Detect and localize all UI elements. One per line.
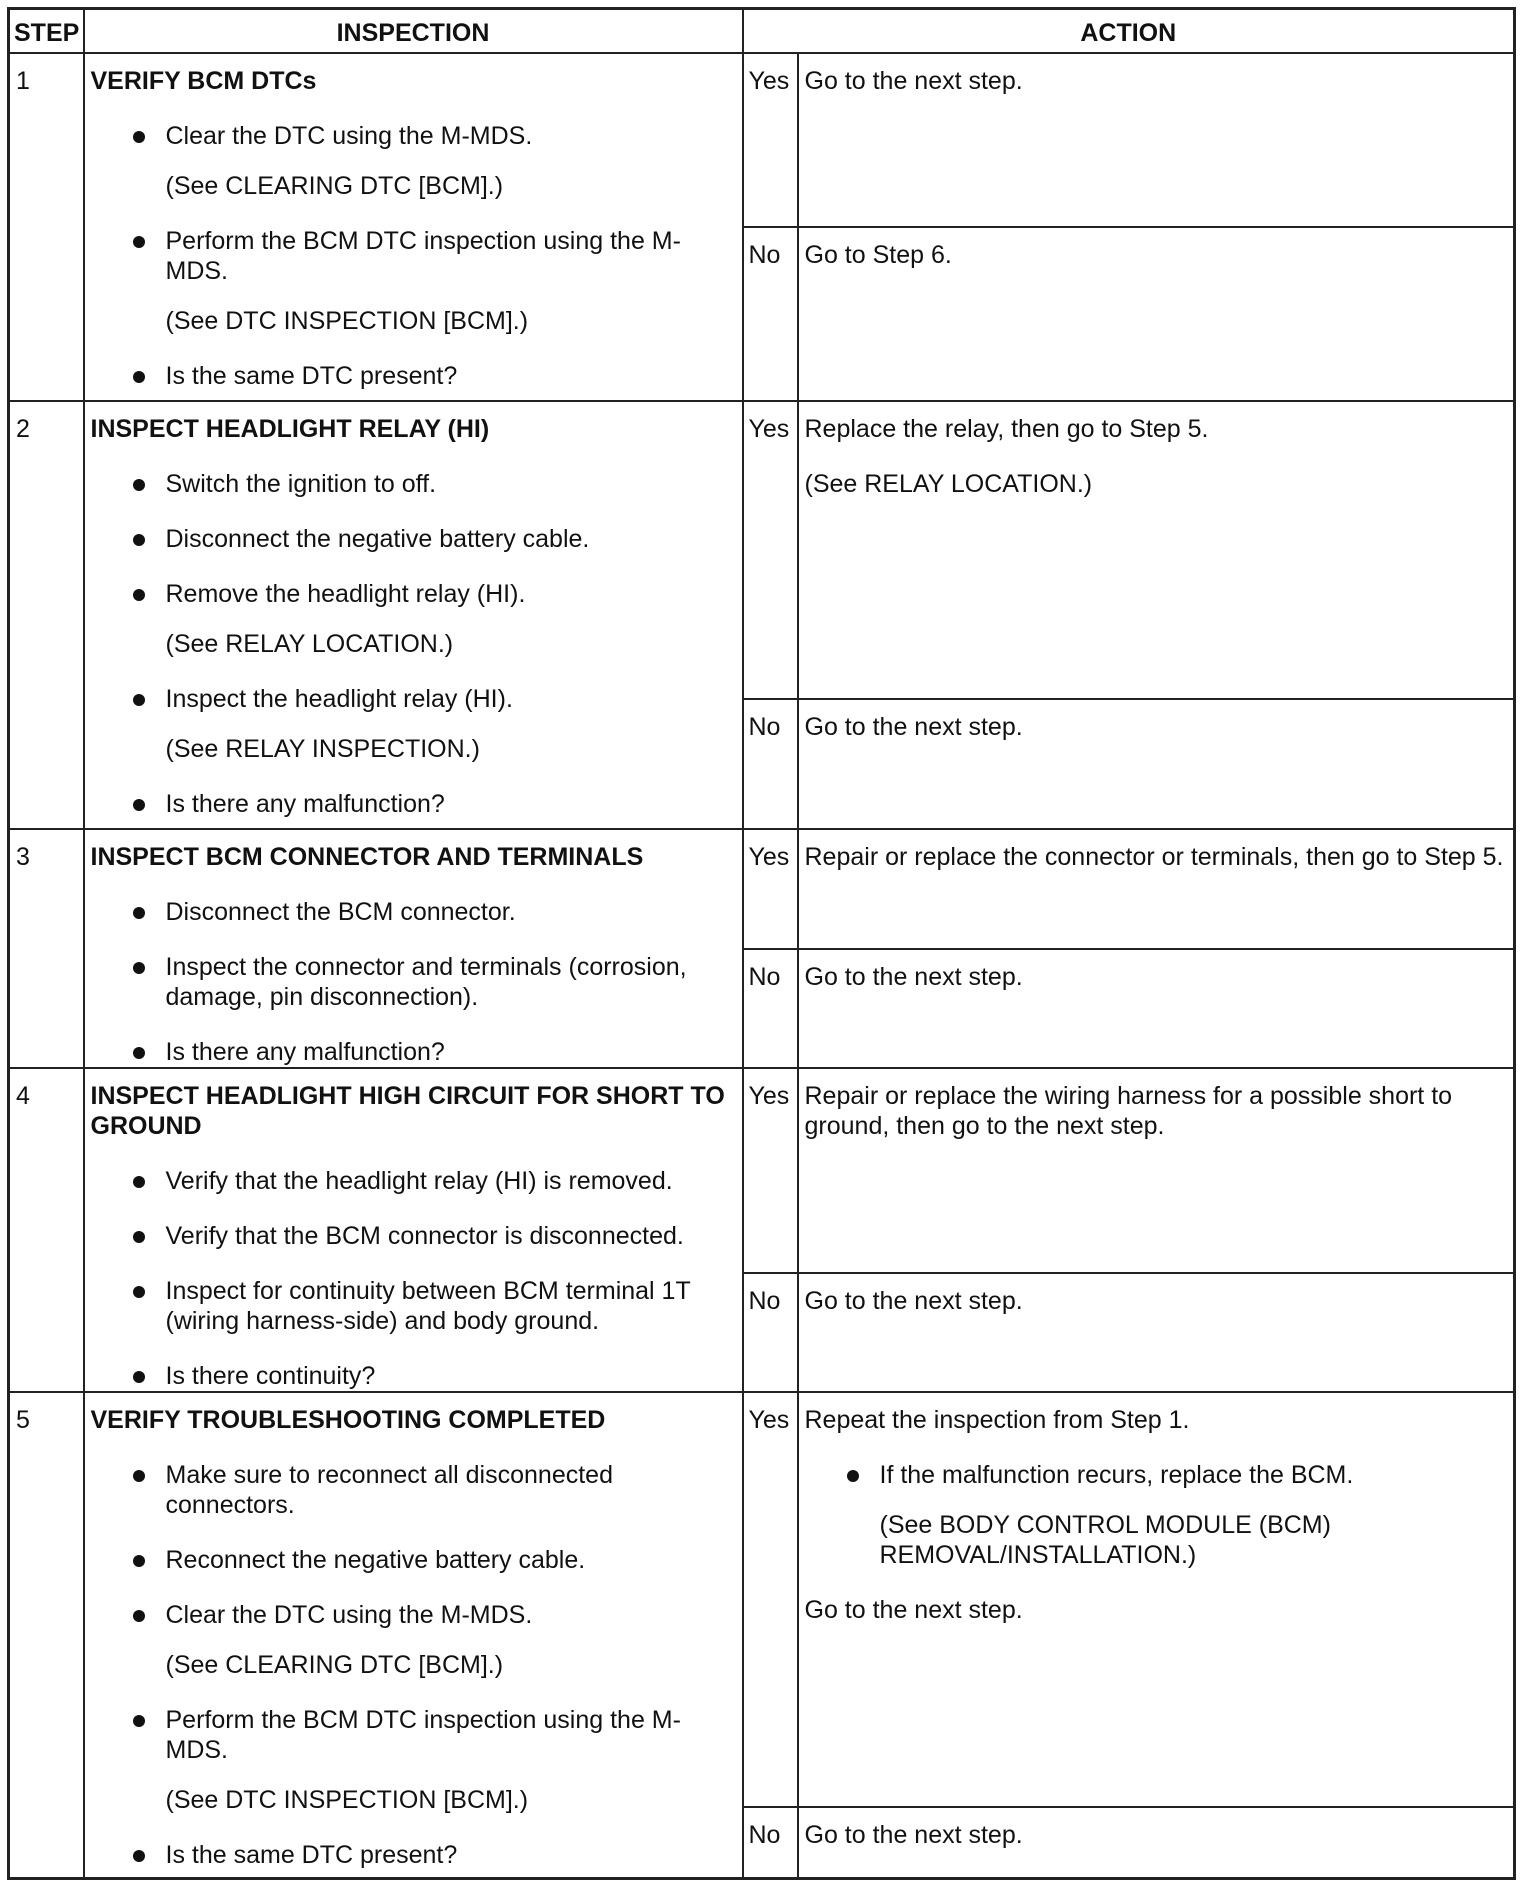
step-number: 1 xyxy=(9,53,84,401)
step-title: VERIFY BCM DTCs xyxy=(90,67,317,95)
inspection-item: Is there any malfunction? xyxy=(91,1037,734,1067)
step-number: 5 xyxy=(9,1392,84,1878)
inspection-item: Verify that the BCM connector is disconnected. xyxy=(91,1221,734,1251)
no-action: Go to the next step. xyxy=(798,699,1515,829)
yes-action: Repair or replace the wiring harness for a possible short to ground, then go to the next step. xyxy=(798,1068,1515,1273)
troubleshooting-table xyxy=(7,7,1516,1880)
inspection-item: Inspect the headlight relay (HI). xyxy=(91,684,734,714)
no-label: No xyxy=(743,949,798,1069)
yes-action-text: Repeat the inspection from Step 1. xyxy=(804,1406,1190,1434)
reference-note: (See BODY CONTROL MODULE (BCM) REMOVAL/INSTALLATION.) xyxy=(879,1511,1331,1569)
no-action: Go to Step 6. xyxy=(798,227,1515,401)
yes-action xyxy=(798,1392,1515,1807)
action-item: If the malfunction recurs, replace the BCM. xyxy=(805,1460,1506,1490)
inspection-item: Inspect the connector and terminals (corrosion, damage, pin disconnection). xyxy=(91,952,734,1012)
inspection-item: Perform the BCM DTC inspection using the M-MDS. xyxy=(91,226,734,286)
reference-note: (See CLEARING DTC [BCM].) xyxy=(165,1651,504,1679)
inspection-item: Is the same DTC present? xyxy=(91,1840,734,1870)
step-title: INSPECT HEADLIGHT HIGH CIRCUIT FOR SHORT TO GROUND xyxy=(90,1082,725,1140)
inspection-item: Is there continuity? xyxy=(91,1361,734,1391)
yes-label: Yes xyxy=(743,829,798,949)
header-inspection: INSPECTION xyxy=(84,9,743,54)
reference-note: (See DTC INSPECTION [BCM].) xyxy=(165,307,529,335)
step-inspection xyxy=(84,53,743,401)
yes-action-text-2: Go to the next step. xyxy=(804,1596,1023,1624)
yes-label: Yes xyxy=(743,401,798,699)
header-row xyxy=(9,9,1515,54)
inspection-item: Disconnect the BCM connector. xyxy=(91,897,734,927)
step-number: 4 xyxy=(9,1068,84,1392)
inspection-item: Inspect for continuity between BCM terminal 1T (wiring harness-side) and body ground. xyxy=(91,1276,734,1336)
inspection-item: Is the same DTC present? xyxy=(91,361,734,391)
yes-label: Yes xyxy=(743,1068,798,1273)
inspection-item: Is there any malfunction? xyxy=(91,789,734,819)
reference-note: (See DTC INSPECTION [BCM].) xyxy=(165,1786,529,1814)
no-label: No xyxy=(743,227,798,401)
step-inspection xyxy=(84,829,743,1068)
step-row-3-yes xyxy=(9,829,1515,949)
yes-label: Yes xyxy=(743,1392,798,1807)
inspection-item: Clear the DTC using the M-MDS. xyxy=(91,1600,734,1630)
yes-label: Yes xyxy=(743,53,798,227)
step-inspection xyxy=(84,1068,743,1392)
inspection-item: Verify that the headlight relay (HI) is removed. xyxy=(91,1166,734,1196)
step-inspection xyxy=(84,1392,743,1878)
step-number: 3 xyxy=(9,829,84,1068)
yes-action: Repair or replace the connector or terminals, then go to Step 5. xyxy=(798,829,1515,949)
step-row-5-yes xyxy=(9,1392,1515,1807)
inspection-item: Perform the BCM DTC inspection using the M-MDS. xyxy=(91,1705,734,1765)
step-inspection xyxy=(84,401,743,829)
inspection-item: Switch the ignition to off. xyxy=(91,469,734,499)
step-number: 2 xyxy=(9,401,84,829)
reference-note: (See CLEARING DTC [BCM].) xyxy=(165,172,504,200)
no-label: No xyxy=(743,699,798,829)
no-action: Go to the next step. xyxy=(798,949,1515,1069)
no-label: No xyxy=(743,1807,798,1878)
yes-action xyxy=(798,401,1515,699)
step-title: VERIFY TROUBLESHOOTING COMPLETED xyxy=(90,1406,606,1434)
no-label: No xyxy=(743,1273,798,1392)
reference-note: (See RELAY LOCATION.) xyxy=(804,470,1093,498)
yes-action-text: Replace the relay, then go to Step 5. xyxy=(804,415,1209,443)
step-row-1-yes xyxy=(9,53,1515,227)
no-action: Go to the next step. xyxy=(798,1807,1515,1878)
yes-action: Go to the next step. xyxy=(798,53,1515,227)
inspection-item: Remove the headlight relay (HI). xyxy=(91,579,734,609)
inspection-item: Clear the DTC using the M-MDS. xyxy=(91,121,734,151)
header-action: ACTION xyxy=(743,9,1515,54)
reference-note: (See RELAY INSPECTION.) xyxy=(165,735,480,763)
inspection-item: Reconnect the negative battery cable. xyxy=(91,1545,734,1575)
reference-note: (See RELAY LOCATION.) xyxy=(165,630,454,658)
inspection-item: Disconnect the negative battery cable. xyxy=(91,524,734,554)
step-title: INSPECT HEADLIGHT RELAY (HI) xyxy=(90,415,490,443)
step-row-4-yes xyxy=(9,1068,1515,1273)
header-step: STEP xyxy=(9,9,84,54)
step-title: INSPECT BCM CONNECTOR AND TERMINALS xyxy=(90,843,644,871)
inspection-item: Make sure to reconnect all disconnected connectors. xyxy=(91,1460,734,1520)
step-row-2-yes xyxy=(9,401,1515,699)
no-action: Go to the next step. xyxy=(798,1273,1515,1392)
